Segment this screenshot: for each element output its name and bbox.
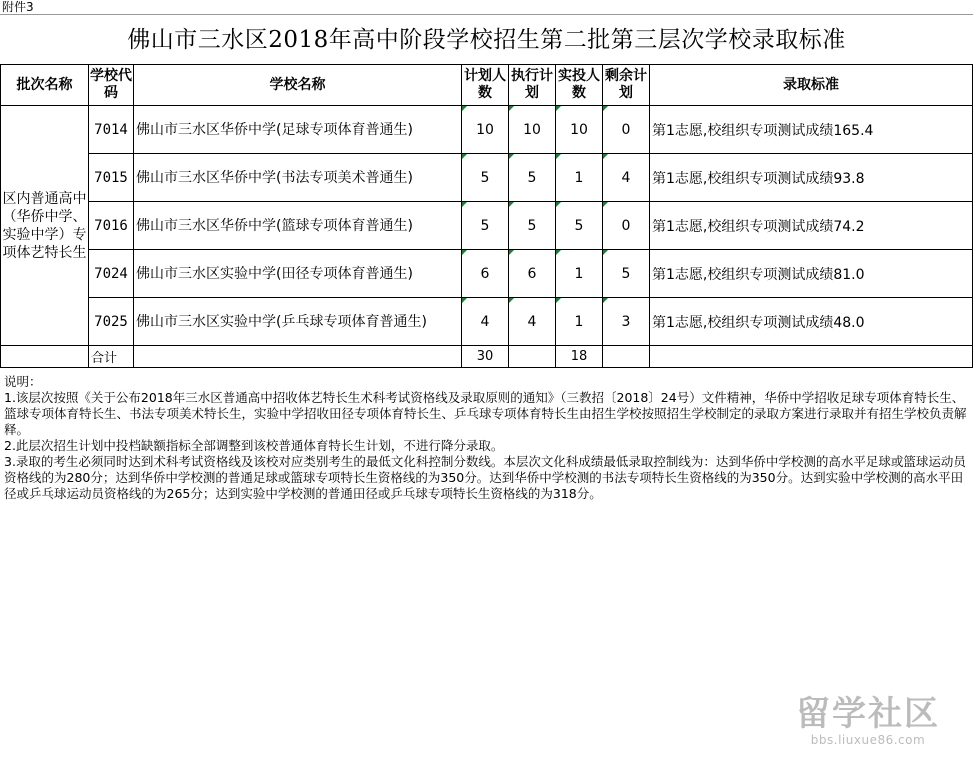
school-code-cell: 7014 xyxy=(89,106,134,154)
remain-cell: 3 xyxy=(603,298,650,346)
watermark-url: bbs.liuxue86.com xyxy=(810,733,926,747)
remain-cell: 0 xyxy=(603,202,650,250)
total-empty-cell xyxy=(1,346,89,368)
exec-cell: 10 xyxy=(509,106,556,154)
plan-cell: 5 xyxy=(462,202,509,250)
notes-section xyxy=(4,374,970,502)
school-code-cell: 7015 xyxy=(89,154,134,202)
plan-cell: 5 xyxy=(462,154,509,202)
standard-cell: 第1志愿,校组织专项测试成绩93.8 xyxy=(650,154,973,202)
table-row xyxy=(1,298,973,346)
school-code-cell: 7016 xyxy=(89,202,134,250)
note-item: 1.该层次按照《关于公布2018年三水区普通高中招收体艺特长生术科考试资格线及录取原则的通知》（三教招〔2018〕24号）文件精神，华侨中学招收足球专项体育特长生、篮球专项体育特长生、书法专项美术特长生，实验中学招收田径专项体育特长生、乒乓球专项体育特长生由招生学校按照招生学校制定的录取方案进行录取并有招生学校负责解释。 xyxy=(4,390,967,437)
actual-cell: 10 xyxy=(556,106,603,154)
annex-label: 附件3 xyxy=(2,0,34,14)
header-school: 学校名称 xyxy=(134,65,462,106)
notes-heading: 说明： xyxy=(4,374,42,389)
page-title: 佛山市三水区2018年高中阶段学校招生第二批第三层次学校录取标准 xyxy=(127,27,846,53)
standard-cell: 第1志愿,校组织专项测试成绩81.0 xyxy=(650,250,973,298)
exec-cell: 6 xyxy=(509,250,556,298)
remain-cell: 5 xyxy=(603,250,650,298)
school-name-cell: 佛山市三水区华侨中学(书法专项美术普通生) xyxy=(134,154,462,202)
remain-cell: 0 xyxy=(603,106,650,154)
total-empty-cell xyxy=(134,346,462,368)
header-plan: 计划人数 xyxy=(462,65,509,106)
table-row xyxy=(1,250,973,298)
table-row xyxy=(1,106,973,154)
table-row xyxy=(1,202,973,250)
actual-cell: 1 xyxy=(556,154,603,202)
school-code-cell: 7024 xyxy=(89,250,134,298)
actual-cell: 1 xyxy=(556,250,603,298)
table-header-row xyxy=(1,65,973,106)
exec-cell: 5 xyxy=(509,202,556,250)
school-name-cell: 佛山市三水区实验中学(乒乓球专项体育普通生) xyxy=(134,298,462,346)
header-actual: 实投人数 xyxy=(556,65,603,106)
exec-cell: 5 xyxy=(509,154,556,202)
total-empty-cell xyxy=(509,346,556,368)
annex-divider xyxy=(0,14,973,15)
plan-cell: 10 xyxy=(462,106,509,154)
header-exec: 执行计划 xyxy=(509,65,556,106)
plan-cell: 6 xyxy=(462,250,509,298)
header-code: 学校代码 xyxy=(89,65,134,106)
total-label: 合计 xyxy=(89,346,134,368)
header-standard: 录取标准 xyxy=(650,65,973,106)
school-name-cell: 佛山市三水区实验中学(田径专项体育普通生) xyxy=(134,250,462,298)
total-empty-cell xyxy=(650,346,973,368)
note-item: 2.此层次招生计划中投档缺额指标全部调整到该校普通体育特长生计划，不进行降分录取。 xyxy=(4,438,504,453)
note-item: 3.录取的考生必须同时达到术科考试资格线及该校对应类别考生的最低文化科控制分数线。本层次文化科成绩最低录取控制线为：达到华侨中学校测的高水平足球或篮球运动员资格线的为280分；达到华侨中学校测的普通足球或篮球专项特长生资格线的为350分。达到华侨中学校测的书法专项特长生资格线的为350分。达到实验中学校测的高水平田径或乒乓球运动员资格线的为265分；达到实验中学校测的普通田径或乒乓球专项特长生资格线的为318分。 xyxy=(4,454,966,501)
total-row xyxy=(1,346,973,368)
total-actual: 18 xyxy=(556,346,603,368)
standard-cell: 第1志愿,校组织专项测试成绩74.2 xyxy=(650,202,973,250)
watermark-logo: 留学社区 xyxy=(796,694,940,734)
header-batch: 批次名称 xyxy=(1,65,89,106)
table-row xyxy=(1,154,973,202)
standard-cell: 第1志愿,校组织专项测试成绩165.4 xyxy=(650,106,973,154)
batch-name-cell: 区内普通高中（华侨中学、实验中学）专项体艺特长生 xyxy=(1,106,89,346)
remain-cell: 4 xyxy=(603,154,650,202)
actual-cell: 5 xyxy=(556,202,603,250)
school-name-cell: 佛山市三水区华侨中学(足球专项体育普通生) xyxy=(134,106,462,154)
plan-cell: 4 xyxy=(462,298,509,346)
watermark xyxy=(783,695,953,747)
exec-cell: 4 xyxy=(509,298,556,346)
standard-cell: 第1志愿,校组织专项测试成绩48.0 xyxy=(650,298,973,346)
admission-table xyxy=(0,64,973,368)
total-empty-cell xyxy=(603,346,650,368)
header-remain: 剩余计划 xyxy=(603,65,650,106)
total-plan: 30 xyxy=(462,346,509,368)
school-code-cell: 7025 xyxy=(89,298,134,346)
school-name-cell: 佛山市三水区华侨中学(篮球专项体育普通生) xyxy=(134,202,462,250)
actual-cell: 1 xyxy=(556,298,603,346)
